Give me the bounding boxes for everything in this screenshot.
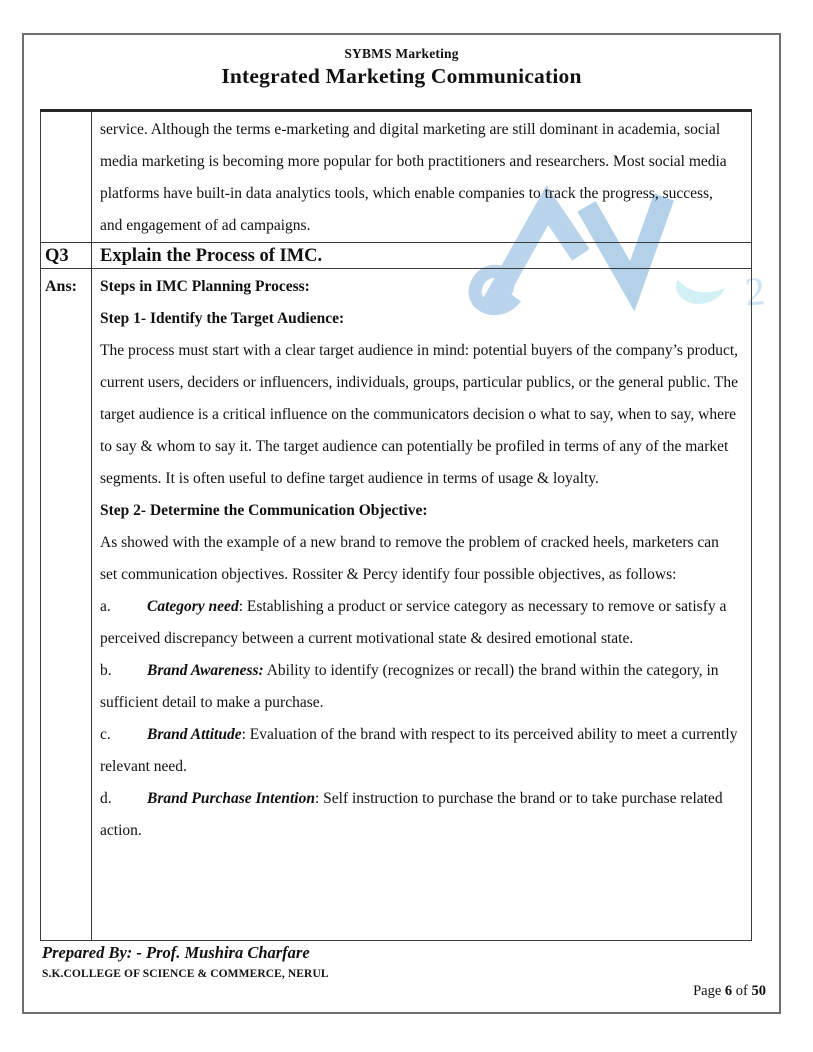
page-title: Integrated Marketing Communication (221, 64, 582, 88)
continuation-cell (92, 111, 752, 243)
objective-marker: a. (100, 598, 111, 615)
answer-body (100, 271, 739, 847)
objective-text: : Establishing a product or service category as necessary to remove or satisfy a perceived discrepancy between a current motivational state & desired emotional state. (100, 598, 727, 647)
table-row-question (41, 243, 752, 269)
step2-heading: Step 2- Determine the Communication Objective: (100, 502, 428, 519)
objective-item-b (100, 655, 739, 719)
objective-item-c (100, 719, 739, 783)
document-page (22, 33, 781, 1014)
question-text: Explain the Process of IMC. (92, 243, 752, 269)
continuation-paragraph: service. Although the terms e-marketing and digital marketing are still dominant in academia, social media marketing is becoming more popular for both practitioners and researchers. Most social media platforms have built-in data analytics tools, which enable companies to track the progress, success, and engagement of ad campaigns. (100, 121, 727, 234)
objective-label: Category need (147, 598, 239, 615)
objective-label: Brand Awareness: (147, 662, 264, 679)
question-number: Q3 (41, 243, 92, 269)
objective-text: : Self instruction to purchase the brand or to take purchase related action. (100, 790, 723, 839)
svg-text:2: 2 (743, 268, 767, 315)
step1-paragraph: The process must start with a clear target audience in mind: potential buyers of the company’s product, current users, deciders or influencers, individuals, groups, particular publics, or the general public. The target audience is a critical influence on the communicators decision o what to say, when to say, where to say & whom to say it. The target audience can potentially be profiled in terms of any of the market segments. It is often useful to define target audience in terms of usage & loyalty. (100, 342, 739, 487)
objective-text: Ability to identify (recognizes or recall) the brand within the category, in sufficient detail to make a purchase. (100, 662, 719, 711)
document-header (24, 35, 779, 89)
table-row-continuation (41, 111, 752, 243)
objective-marker: b. (100, 662, 112, 679)
objective-text: : Evaluation of the brand with respect to its perceived ability to meet a currently relevant need. (100, 726, 738, 775)
college-line: S.K.COLLEGE OF SCIENCE & COMMERCE, NERUL (42, 968, 329, 980)
objective-label: Brand Purchase Intention (147, 790, 315, 807)
qa-table (40, 109, 752, 941)
answer-heading: Steps in IMC Planning Process: (100, 278, 310, 295)
answer-label: Ans: (41, 269, 92, 941)
question-number-cell-empty (41, 111, 92, 243)
objective-label: Brand Attitude (147, 726, 242, 743)
page-total: 50 (751, 983, 766, 999)
table-row-answer (41, 269, 752, 941)
prepared-by-line: Prepared By: - Prof. Mushira Charfare (42, 943, 310, 962)
step2-paragraph: As showed with the example of a new brand to remove the problem of cracked heels, marketers can set communication objectives. Rossiter & Percy identify four possible objectives, as follows: (100, 534, 719, 583)
course-name: SYBMS Marketing (344, 46, 459, 61)
page-of-word: of (735, 983, 748, 999)
objective-marker: c. (100, 726, 111, 743)
objective-item-d (100, 783, 739, 847)
page-word: Page (693, 983, 722, 999)
objective-item-a (100, 591, 739, 655)
step1-heading: Step 1- Identify the Target Audience: (100, 310, 345, 327)
objective-marker: d. (100, 790, 112, 807)
answer-cell (92, 269, 752, 941)
page-number (693, 983, 766, 1000)
page-current: 6 (724, 983, 733, 999)
